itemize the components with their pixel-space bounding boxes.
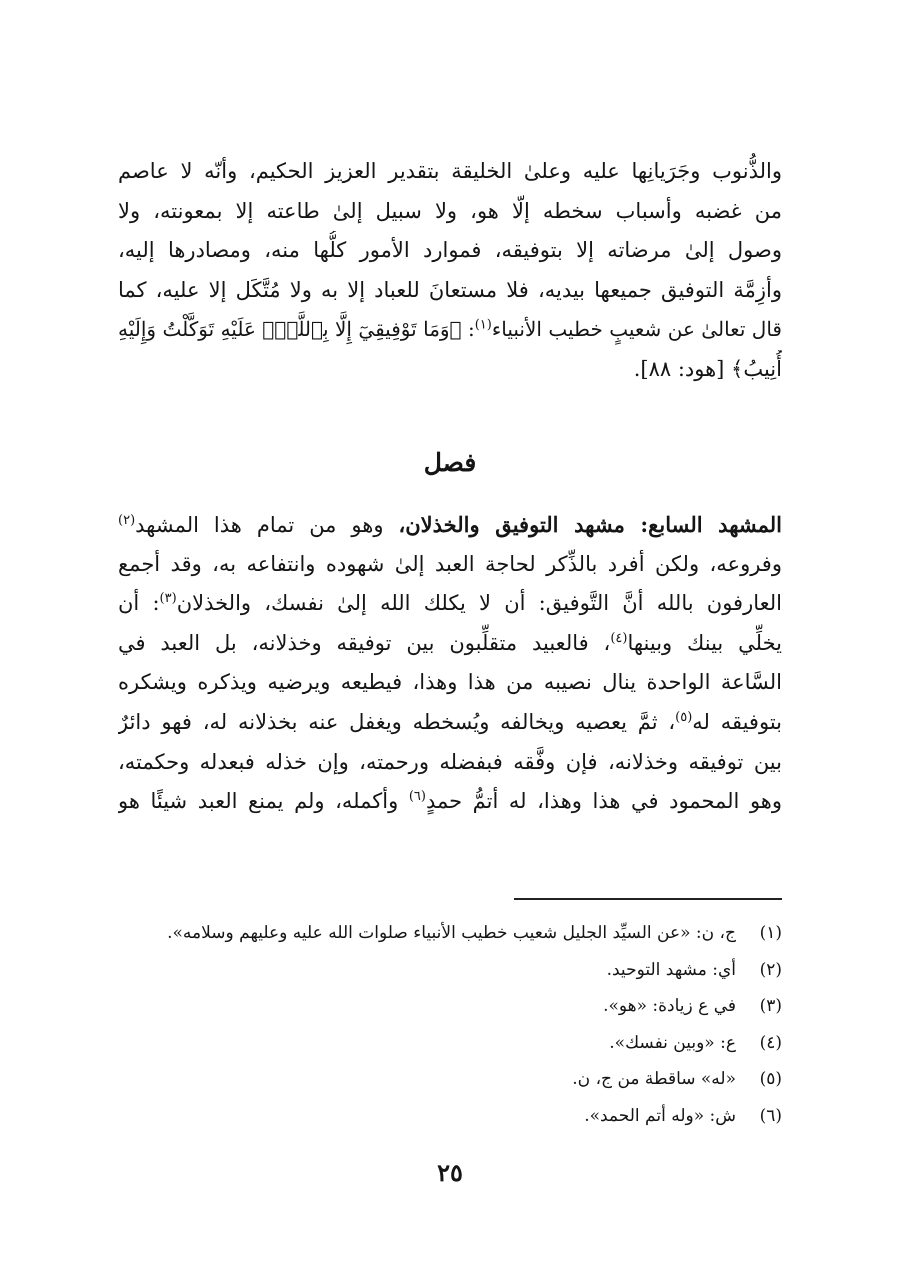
footnote-number: (٥) <box>759 1069 782 1089</box>
footnote-ref: (٥) <box>675 709 693 725</box>
footnote-number: (٣) <box>759 996 782 1016</box>
footnote <box>118 1025 782 1062</box>
paragraph-section <box>118 505 782 822</box>
footnote-number: (٢) <box>759 959 782 980</box>
quran-verse: ﴿وَمَا تَوْفِيقِيٓ إِلَّا بِٱللَّهِۚ عَلَيْهِ تَوَكَّلْتُ وَإِلَيْهِ <box>118 317 462 342</box>
footnotes <box>118 915 782 1134</box>
page-number: ٢٥ <box>437 1158 463 1187</box>
footnote <box>118 1061 782 1098</box>
text-line: وصول إلىٰ مرضاته إلا بتوفيقه، فموارد الأمور كلُّها منه، ومصادرها إليه، <box>118 238 782 263</box>
footnote-number: (٤) <box>759 1032 782 1053</box>
paragraph-continuation <box>118 152 782 390</box>
text-run: : <box>461 317 475 342</box>
text-line: بين توفيقه وخذلانه، فإن وفَّقه فبفضله ورحمته، وإن خذله فبعدله وحكمته، <box>118 749 782 774</box>
text-run: وأكمله، ولم يمنع العبد شيئًا هو <box>118 789 409 814</box>
text-line: وأزِمَّة التوفيق جميعها بيديه، فلا مستعانَ للعباد إلا به ولا مُتَّكَل إلا عليه، كما <box>118 277 782 302</box>
text-line: وفروعه، ولكن أفرد بالذِّكر لحاجة العبد إلىٰ شهوده وانتفاعه به، وقد أجمع <box>118 551 782 576</box>
text-run: قال تعالىٰ عن شعيبٍ خطيب الأنبياء <box>491 317 782 342</box>
text-run: وهو من تمام هذا المشهد <box>135 513 399 537</box>
footnote-ref: (١) <box>474 317 492 333</box>
text-line <box>118 350 782 390</box>
footnote-ref: (٢) <box>118 513 136 528</box>
text-line <box>118 584 782 624</box>
text-run: ، ثمَّ يعصيه ويخالفه ويُسخطه ويغفل عنه بخذلانه له، فهو دائرٌ <box>118 709 676 734</box>
text-line <box>118 505 782 545</box>
footnote <box>118 952 782 989</box>
text-line <box>118 703 782 743</box>
text-line: من غضبه وأسباب سخطه إلّا هو، ولا سبيل إلىٰ طاعته إلا بمعونته، ولا <box>118 198 782 223</box>
text-run: : أن <box>118 591 160 616</box>
footnote-number: (١) <box>759 923 782 943</box>
footnote <box>118 915 782 952</box>
text-line: السَّاعة الواحدة ينال نصيبه من هذا وهذا، فيطيعه ويرضيه ويذكره ويشكره <box>118 670 782 695</box>
section-heading: فصل <box>423 448 477 477</box>
footnote-text: في ع زيادة: «هو». <box>603 996 736 1016</box>
footnote-number: (٦) <box>759 1105 782 1126</box>
footnote-text: ع: «وبين نفسك». <box>609 1032 736 1053</box>
footnote-text: «له» ساقطة من ج، ن. <box>572 1069 736 1089</box>
footnote-ref: (٣) <box>159 591 177 607</box>
footnote <box>118 988 782 1025</box>
quran-verse: أُنِيبُ﴾ <box>731 356 782 381</box>
footnote-ref: (٦) <box>408 789 426 805</box>
footnote-text: أي: مشهد التوحيد. <box>606 959 736 980</box>
text-line <box>118 782 782 822</box>
text-run: وهو المحمود في هذا وهذا، له أتمُّ حمدٍ <box>425 789 782 814</box>
text-run: العارفون بالله أنَّ التَّوفيق: أن لا يكلك الله إلىٰ نفسك، والخذلان <box>176 591 782 616</box>
footnote-ref: (٤) <box>610 630 628 646</box>
text-run: بتوفيقه له <box>692 709 782 734</box>
footnote-divider <box>514 898 782 900</box>
text-run: ، فالعبيد متقلِّبون بين توفيقه وخذلانه، بل العبد في <box>118 630 611 655</box>
text-run: يخلِّي بينك وبينها <box>627 630 782 655</box>
text-line: والذُّنوب وجَرَيانِها عليه وعلىٰ الخليقة بتقدير العزيز الحكيم، وأنّه لا عاصم <box>118 159 782 183</box>
text-line <box>118 310 782 350</box>
footnote-text: ج، ن: «عن السيِّد الجليل شعيب خطيب الأنبياء صلوات الله عليه وعليهم وسلامه». <box>167 923 736 943</box>
text-line <box>118 624 782 664</box>
quran-citation: [هود: ٨٨]. <box>633 356 725 381</box>
footnote-text: ش: «وله أتم الحمد». <box>584 1105 736 1126</box>
footnote <box>118 1098 782 1135</box>
section-title: المشهد السابع: مشهد التوفيق والخذلان، <box>398 512 782 537</box>
